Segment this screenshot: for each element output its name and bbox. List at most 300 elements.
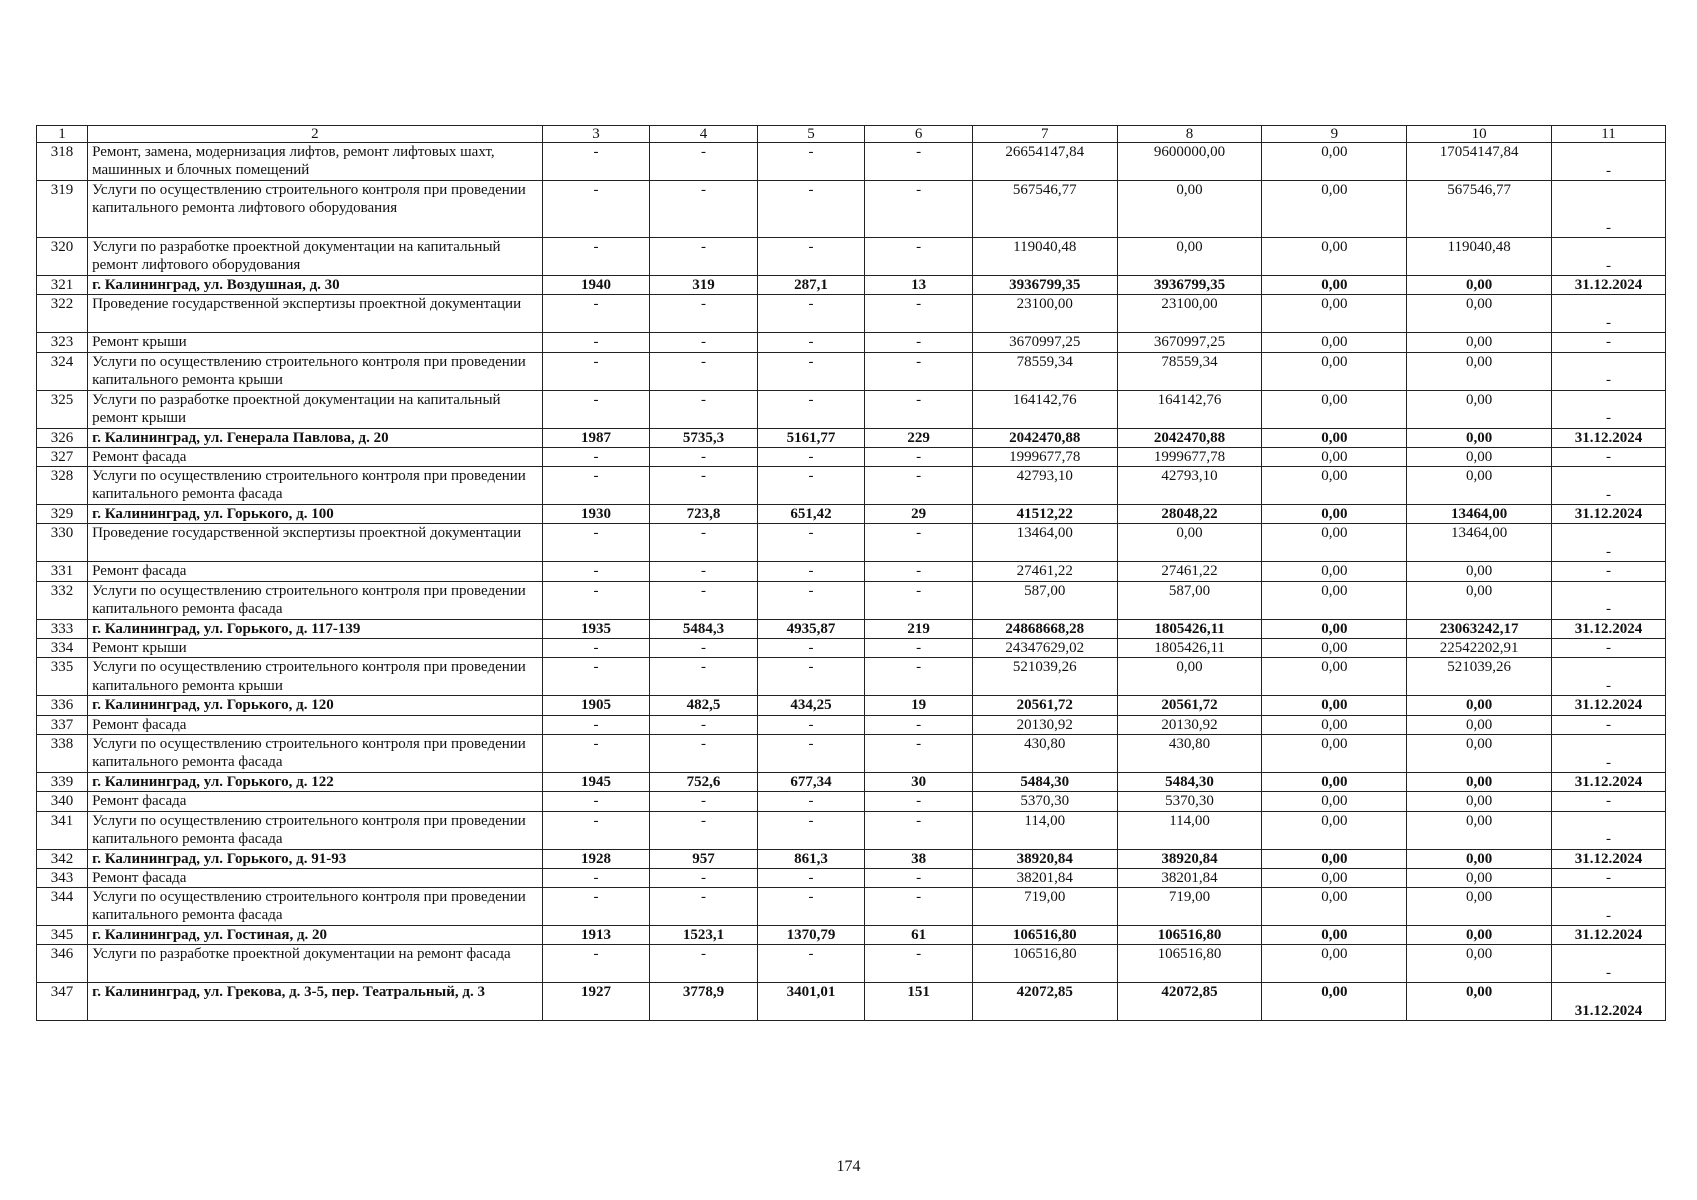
- col11-cell: 31.12.2024: [1552, 276, 1666, 295]
- row-number-cell: 334: [37, 639, 88, 658]
- col4-cell: -: [650, 467, 758, 505]
- description-cell: Проведение государственной экспертизы проектной документации: [88, 295, 543, 333]
- description-cell: Ремонт фасада: [88, 792, 543, 811]
- address-row: [37, 428, 1666, 447]
- work-item-row: [37, 447, 1666, 466]
- col7-cell: 24868668,28: [972, 619, 1117, 638]
- col8-cell: 5370,30: [1117, 792, 1262, 811]
- row-number-cell: 338: [37, 734, 88, 772]
- col3-cell: -: [542, 447, 650, 466]
- col8-cell: 42793,10: [1117, 467, 1262, 505]
- description-cell: г. Калининград, ул. Горького, д. 120: [88, 696, 543, 715]
- work-item-row: [37, 734, 1666, 772]
- header-cell-9: 9: [1262, 126, 1407, 143]
- description-cell: Ремонт крыши: [88, 333, 543, 352]
- col10-cell: 567546,77: [1407, 181, 1552, 238]
- col3-cell: 1928: [542, 849, 650, 868]
- description-cell: Услуги по осуществлению строительного контроля при проведении капитального ремонта фасада: [88, 811, 543, 849]
- col4-cell: -: [650, 792, 758, 811]
- col5-cell: -: [757, 658, 865, 696]
- col3-cell: -: [542, 181, 650, 238]
- col8-cell: 114,00: [1117, 811, 1262, 849]
- col5-cell: -: [757, 143, 865, 181]
- col11-cell: 31.12.2024: [1552, 772, 1666, 791]
- col3-cell: -: [542, 868, 650, 887]
- col9-cell: 0,00: [1262, 295, 1407, 333]
- row-number-cell: 332: [37, 581, 88, 619]
- col5-cell: -: [757, 352, 865, 390]
- col5-cell: -: [757, 811, 865, 849]
- description-cell: Услуги по осуществлению строительного контроля при проведении капитального ремонта фасада: [88, 581, 543, 619]
- col10-cell: 0,00: [1407, 447, 1552, 466]
- col11-cell: -: [1552, 888, 1666, 926]
- col7-cell: 114,00: [972, 811, 1117, 849]
- col11-cell: -: [1552, 524, 1666, 562]
- col10-cell: 0,00: [1407, 696, 1552, 715]
- address-row: [37, 926, 1666, 945]
- col9-cell: 0,00: [1262, 715, 1407, 734]
- header-cell-4: 4: [650, 126, 758, 143]
- col8-cell: 1999677,78: [1117, 447, 1262, 466]
- col9-cell: 0,00: [1262, 792, 1407, 811]
- col10-cell: 0,00: [1407, 888, 1552, 926]
- col5-cell: -: [757, 390, 865, 428]
- col10-cell: 0,00: [1407, 772, 1552, 791]
- col4-cell: -: [650, 181, 758, 238]
- col9-cell: 0,00: [1262, 352, 1407, 390]
- work-item-row: [37, 868, 1666, 887]
- row-number-cell: 325: [37, 390, 88, 428]
- col10-cell: 22542202,91: [1407, 639, 1552, 658]
- col8-cell: 3936799,35: [1117, 276, 1262, 295]
- col6-cell: 219: [865, 619, 973, 638]
- col5-cell: -: [757, 715, 865, 734]
- col5-cell: 3401,01: [757, 983, 865, 1021]
- col4-cell: -: [650, 143, 758, 181]
- row-number-cell: 336: [37, 696, 88, 715]
- repair-schedule-table: [36, 125, 1666, 1021]
- col7-cell: 41512,22: [972, 505, 1117, 524]
- col6-cell: -: [865, 868, 973, 887]
- col10-cell: 0,00: [1407, 352, 1552, 390]
- address-row: [37, 505, 1666, 524]
- header-cell-5: 5: [757, 126, 865, 143]
- col8-cell: 5484,30: [1117, 772, 1262, 791]
- col10-cell: 0,00: [1407, 562, 1552, 581]
- row-number-cell: 337: [37, 715, 88, 734]
- col3-cell: 1945: [542, 772, 650, 791]
- col6-cell: -: [865, 181, 973, 238]
- col9-cell: 0,00: [1262, 888, 1407, 926]
- col4-cell: 723,8: [650, 505, 758, 524]
- col4-cell: 957: [650, 849, 758, 868]
- col3-cell: 1935: [542, 619, 650, 638]
- col6-cell: -: [865, 295, 973, 333]
- row-number-cell: 347: [37, 983, 88, 1021]
- work-item-row: [37, 562, 1666, 581]
- col7-cell: 38201,84: [972, 868, 1117, 887]
- col5-cell: -: [757, 467, 865, 505]
- col3-cell: -: [542, 639, 650, 658]
- col11-cell: -: [1552, 868, 1666, 887]
- row-number-cell: 327: [37, 447, 88, 466]
- col7-cell: 3936799,35: [972, 276, 1117, 295]
- col5-cell: 287,1: [757, 276, 865, 295]
- col7-cell: 5484,30: [972, 772, 1117, 791]
- description-cell: Услуги по осуществлению строительного контроля при проведении капитального ремонта лифтового оборудования: [88, 181, 543, 238]
- col8-cell: 430,80: [1117, 734, 1262, 772]
- work-item-row: [37, 715, 1666, 734]
- col11-cell: 31.12.2024: [1552, 696, 1666, 715]
- row-number-cell: 328: [37, 467, 88, 505]
- col8-cell: 106516,80: [1117, 926, 1262, 945]
- col7-cell: 106516,80: [972, 926, 1117, 945]
- col6-cell: 151: [865, 983, 973, 1021]
- description-cell: Ремонт, замена, модернизация лифтов, ремонт лифтовых шахт, машинных и блочных помещений: [88, 143, 543, 181]
- address-row: [37, 772, 1666, 791]
- col10-cell: 0,00: [1407, 428, 1552, 447]
- col6-cell: 38: [865, 849, 973, 868]
- col10-cell: 0,00: [1407, 734, 1552, 772]
- col10-cell: 0,00: [1407, 983, 1552, 1021]
- address-row: [37, 276, 1666, 295]
- row-number-cell: 318: [37, 143, 88, 181]
- description-cell: Услуги по разработке проектной документации на ремонт фасада: [88, 945, 543, 983]
- col11-cell: 31.12.2024: [1552, 849, 1666, 868]
- col7-cell: 567546,77: [972, 181, 1117, 238]
- col8-cell: 20130,92: [1117, 715, 1262, 734]
- header-cell-11: 11: [1552, 126, 1666, 143]
- col5-cell: 677,34: [757, 772, 865, 791]
- work-item-row: [37, 658, 1666, 696]
- address-row: [37, 849, 1666, 868]
- col11-cell: -: [1552, 295, 1666, 333]
- col11-cell: 31.12.2024: [1552, 619, 1666, 638]
- col4-cell: -: [650, 658, 758, 696]
- col11-cell: -: [1552, 715, 1666, 734]
- col9-cell: 0,00: [1262, 390, 1407, 428]
- row-number-cell: 330: [37, 524, 88, 562]
- header-cell-2: 2: [88, 126, 543, 143]
- col10-cell: 0,00: [1407, 276, 1552, 295]
- col10-cell: 521039,26: [1407, 658, 1552, 696]
- row-number-cell: 324: [37, 352, 88, 390]
- col9-cell: 0,00: [1262, 658, 1407, 696]
- work-item-row: [37, 467, 1666, 505]
- col3-cell: -: [542, 352, 650, 390]
- col8-cell: 1805426,11: [1117, 639, 1262, 658]
- col5-cell: -: [757, 524, 865, 562]
- col11-cell: -: [1552, 792, 1666, 811]
- col6-cell: 61: [865, 926, 973, 945]
- row-number-cell: 341: [37, 811, 88, 849]
- col3-cell: -: [542, 143, 650, 181]
- col4-cell: -: [650, 295, 758, 333]
- description-cell: г. Калининград, ул. Горького, д. 117-139: [88, 619, 543, 638]
- col8-cell: 42072,85: [1117, 983, 1262, 1021]
- page-number: 174: [836, 1158, 861, 1175]
- col4-cell: -: [650, 868, 758, 887]
- col3-cell: 1940: [542, 276, 650, 295]
- col5-cell: -: [757, 295, 865, 333]
- col5-cell: -: [757, 639, 865, 658]
- col3-cell: 1913: [542, 926, 650, 945]
- col5-cell: 4935,87: [757, 619, 865, 638]
- description-cell: г. Калининград, ул. Горького, д. 122: [88, 772, 543, 791]
- col4-cell: -: [650, 734, 758, 772]
- col3-cell: 1987: [542, 428, 650, 447]
- col7-cell: 24347629,02: [972, 639, 1117, 658]
- row-number-cell: 344: [37, 888, 88, 926]
- col6-cell: -: [865, 888, 973, 926]
- col9-cell: 0,00: [1262, 696, 1407, 715]
- col6-cell: -: [865, 143, 973, 181]
- col9-cell: 0,00: [1262, 447, 1407, 466]
- col6-cell: -: [865, 447, 973, 466]
- col8-cell: 27461,22: [1117, 562, 1262, 581]
- col10-cell: 0,00: [1407, 333, 1552, 352]
- col4-cell: 752,6: [650, 772, 758, 791]
- col9-cell: 0,00: [1262, 581, 1407, 619]
- col5-cell: -: [757, 945, 865, 983]
- description-cell: Ремонт крыши: [88, 639, 543, 658]
- col11-cell: -: [1552, 734, 1666, 772]
- col4-cell: -: [650, 238, 758, 276]
- col8-cell: 0,00: [1117, 181, 1262, 238]
- col9-cell: 0,00: [1262, 238, 1407, 276]
- col10-cell: 119040,48: [1407, 238, 1552, 276]
- col7-cell: 719,00: [972, 888, 1117, 926]
- description-cell: г. Калининград, ул. Горького, д. 91-93: [88, 849, 543, 868]
- col4-cell: 5735,3: [650, 428, 758, 447]
- col5-cell: 651,42: [757, 505, 865, 524]
- col5-cell: 434,25: [757, 696, 865, 715]
- col4-cell: -: [650, 447, 758, 466]
- col9-cell: 0,00: [1262, 505, 1407, 524]
- col9-cell: 0,00: [1262, 772, 1407, 791]
- col9-cell: 0,00: [1262, 143, 1407, 181]
- work-item-row: [37, 792, 1666, 811]
- col7-cell: 78559,34: [972, 352, 1117, 390]
- header-cell-10: 10: [1407, 126, 1552, 143]
- col7-cell: 5370,30: [972, 792, 1117, 811]
- col3-cell: -: [542, 734, 650, 772]
- col9-cell: 0,00: [1262, 983, 1407, 1021]
- work-item-row: [37, 181, 1666, 238]
- work-item-row: [37, 524, 1666, 562]
- col6-cell: -: [865, 352, 973, 390]
- col9-cell: 0,00: [1262, 562, 1407, 581]
- col5-cell: -: [757, 333, 865, 352]
- col5-cell: 1370,79: [757, 926, 865, 945]
- description-cell: Услуги по разработке проектной документации на капитальный ремонт лифтового оборудования: [88, 238, 543, 276]
- row-number-cell: 320: [37, 238, 88, 276]
- row-number-cell: 343: [37, 868, 88, 887]
- description-cell: г. Калининград, ул. Воздушная, д. 30: [88, 276, 543, 295]
- row-number-cell: 322: [37, 295, 88, 333]
- col10-cell: 0,00: [1407, 715, 1552, 734]
- description-cell: г. Калининград, ул. Горького, д. 100: [88, 505, 543, 524]
- header-cell-8: 8: [1117, 126, 1262, 143]
- description-cell: г. Калининград, ул. Генерала Павлова, д. 20: [88, 428, 543, 447]
- col6-cell: -: [865, 945, 973, 983]
- col8-cell: 0,00: [1117, 524, 1262, 562]
- col4-cell: -: [650, 333, 758, 352]
- col10-cell: 0,00: [1407, 467, 1552, 505]
- col4-cell: -: [650, 581, 758, 619]
- col5-cell: -: [757, 792, 865, 811]
- col3-cell: -: [542, 562, 650, 581]
- col5-cell: -: [757, 238, 865, 276]
- col8-cell: 9600000,00: [1117, 143, 1262, 181]
- col5-cell: -: [757, 734, 865, 772]
- col9-cell: 0,00: [1262, 811, 1407, 849]
- row-number-cell: 333: [37, 619, 88, 638]
- col10-cell: 0,00: [1407, 945, 1552, 983]
- description-cell: Услуги по осуществлению строительного контроля при проведении капитального ремонта крыши: [88, 658, 543, 696]
- col3-cell: -: [542, 888, 650, 926]
- col3-cell: -: [542, 715, 650, 734]
- col6-cell: -: [865, 562, 973, 581]
- col3-cell: 1905: [542, 696, 650, 715]
- work-item-row: [37, 945, 1666, 983]
- col7-cell: 119040,48: [972, 238, 1117, 276]
- work-item-row: [37, 390, 1666, 428]
- col11-cell: -: [1552, 447, 1666, 466]
- col10-cell: 13464,00: [1407, 505, 1552, 524]
- description-cell: Ремонт фасада: [88, 868, 543, 887]
- col11-cell: -: [1552, 333, 1666, 352]
- col8-cell: 2042470,88: [1117, 428, 1262, 447]
- col11-cell: -: [1552, 238, 1666, 276]
- col11-cell: -: [1552, 181, 1666, 238]
- col10-cell: 13464,00: [1407, 524, 1552, 562]
- col6-cell: -: [865, 792, 973, 811]
- col4-cell: -: [650, 524, 758, 562]
- work-item-row: [37, 143, 1666, 181]
- col7-cell: 20561,72: [972, 696, 1117, 715]
- col5-cell: -: [757, 868, 865, 887]
- col8-cell: 38201,84: [1117, 868, 1262, 887]
- col9-cell: 0,00: [1262, 926, 1407, 945]
- col4-cell: -: [650, 639, 758, 658]
- description-cell: Проведение государственной экспертизы проектной документации: [88, 524, 543, 562]
- col3-cell: -: [542, 945, 650, 983]
- row-number-cell: 345: [37, 926, 88, 945]
- col4-cell: -: [650, 888, 758, 926]
- description-cell: Услуги по осуществлению строительного контроля при проведении капитального ремонта фасада: [88, 467, 543, 505]
- col10-cell: 0,00: [1407, 295, 1552, 333]
- col9-cell: 0,00: [1262, 276, 1407, 295]
- col11-cell: 31.12.2024: [1552, 505, 1666, 524]
- col6-cell: -: [865, 811, 973, 849]
- description-cell: г. Калининград, ул. Грекова, д. 3-5, пер. Театральный, д. 3: [88, 983, 543, 1021]
- col7-cell: 106516,80: [972, 945, 1117, 983]
- col8-cell: 719,00: [1117, 888, 1262, 926]
- work-item-row: [37, 811, 1666, 849]
- col7-cell: 1999677,78: [972, 447, 1117, 466]
- col5-cell: -: [757, 562, 865, 581]
- row-number-cell: 331: [37, 562, 88, 581]
- row-number-cell: 335: [37, 658, 88, 696]
- col9-cell: 0,00: [1262, 639, 1407, 658]
- description-cell: Услуги по осуществлению строительного контроля при проведении капитального ремонта крыши: [88, 352, 543, 390]
- column-number-header: [37, 126, 1666, 143]
- col3-cell: 1927: [542, 983, 650, 1021]
- col9-cell: 0,00: [1262, 428, 1407, 447]
- col11-cell: -: [1552, 811, 1666, 849]
- col10-cell: 0,00: [1407, 390, 1552, 428]
- col7-cell: 27461,22: [972, 562, 1117, 581]
- col4-cell: 1523,1: [650, 926, 758, 945]
- col6-cell: -: [865, 524, 973, 562]
- header-cell-6: 6: [865, 126, 973, 143]
- work-item-row: [37, 352, 1666, 390]
- col11-cell: 31.12.2024: [1552, 926, 1666, 945]
- col6-cell: 30: [865, 772, 973, 791]
- col6-cell: -: [865, 639, 973, 658]
- col6-cell: 229: [865, 428, 973, 447]
- col10-cell: 0,00: [1407, 868, 1552, 887]
- row-number-cell: 326: [37, 428, 88, 447]
- address-row: [37, 619, 1666, 638]
- col7-cell: 430,80: [972, 734, 1117, 772]
- header-cell-1: 1: [37, 126, 88, 143]
- description-cell: Ремонт фасада: [88, 447, 543, 466]
- col7-cell: 42793,10: [972, 467, 1117, 505]
- col3-cell: -: [542, 581, 650, 619]
- work-item-row: [37, 888, 1666, 926]
- col10-cell: 0,00: [1407, 811, 1552, 849]
- description-cell: г. Калининград, ул. Гостиная, д. 20: [88, 926, 543, 945]
- col8-cell: 78559,34: [1117, 352, 1262, 390]
- col3-cell: -: [542, 333, 650, 352]
- col10-cell: 0,00: [1407, 926, 1552, 945]
- col4-cell: -: [650, 715, 758, 734]
- col7-cell: 587,00: [972, 581, 1117, 619]
- col9-cell: 0,00: [1262, 181, 1407, 238]
- col6-cell: 13: [865, 276, 973, 295]
- col4-cell: 5484,3: [650, 619, 758, 638]
- col7-cell: 23100,00: [972, 295, 1117, 333]
- col5-cell: -: [757, 447, 865, 466]
- col11-cell: -: [1552, 945, 1666, 983]
- col8-cell: 28048,22: [1117, 505, 1262, 524]
- col6-cell: -: [865, 581, 973, 619]
- description-cell: Ремонт фасада: [88, 562, 543, 581]
- col6-cell: -: [865, 333, 973, 352]
- col7-cell: 20130,92: [972, 715, 1117, 734]
- col10-cell: 23063242,17: [1407, 619, 1552, 638]
- col4-cell: -: [650, 811, 758, 849]
- col8-cell: 3670997,25: [1117, 333, 1262, 352]
- col7-cell: 13464,00: [972, 524, 1117, 562]
- col3-cell: -: [542, 467, 650, 505]
- row-number-cell: 340: [37, 792, 88, 811]
- col7-cell: 3670997,25: [972, 333, 1117, 352]
- col3-cell: 1930: [542, 505, 650, 524]
- col9-cell: 0,00: [1262, 734, 1407, 772]
- work-item-row: [37, 581, 1666, 619]
- col9-cell: 0,00: [1262, 467, 1407, 505]
- col5-cell: -: [757, 888, 865, 926]
- row-number-cell: 342: [37, 849, 88, 868]
- col6-cell: 19: [865, 696, 973, 715]
- col3-cell: -: [542, 658, 650, 696]
- col11-cell: -: [1552, 390, 1666, 428]
- work-item-row: [37, 333, 1666, 352]
- col3-cell: -: [542, 811, 650, 849]
